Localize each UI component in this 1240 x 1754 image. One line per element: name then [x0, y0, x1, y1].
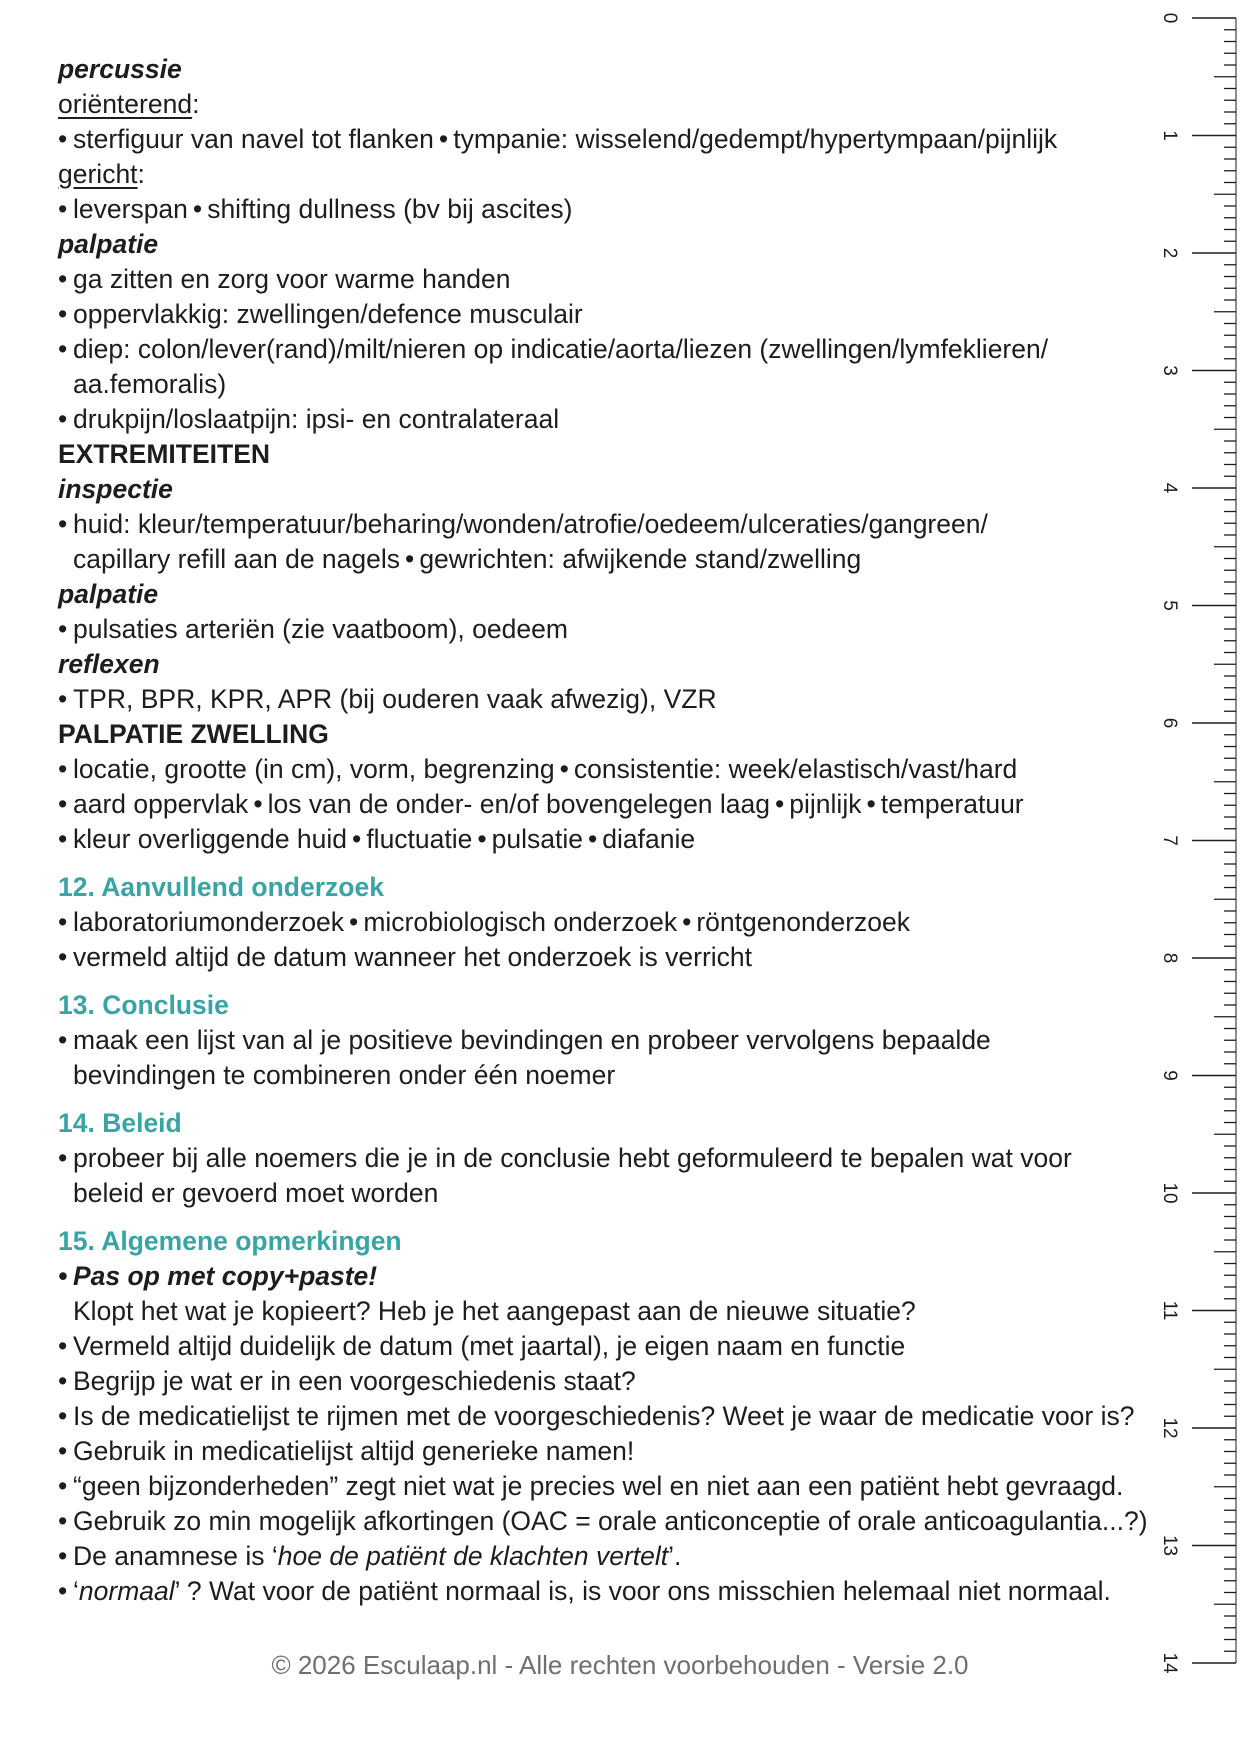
list-item: • huid: kleur/temperatuur/beharing/wonden/atrofie/oedeem/ulceraties/gangreen/ [58, 507, 1178, 542]
list-item: • oppervlakkig: zwellingen/defence musculair [58, 297, 1178, 332]
ruler [1140, 0, 1240, 1754]
list-item-warning: • Pas op met copy+paste! [58, 1259, 1178, 1294]
gericht-label: gericht: [58, 159, 145, 189]
list-item: • Vermeld altijd duidelijk de datum (met jaartal), je eigen naam en functie [58, 1329, 1178, 1364]
list-item: • ga zitten en zorg voor warme handen [58, 262, 1178, 297]
extremiteiten-heading: EXTREMITEITEN [58, 439, 271, 469]
list-item: • Gebruik in medicatielijst altijd generieke namen! [58, 1434, 1178, 1469]
ruler-label: 2 [1159, 247, 1180, 259]
list-item: • TPR, BPR, KPR, APR (bij ouderen vaak afwezig), VZR [58, 682, 1178, 717]
list-item: • aard oppervlak • los van de onder- en/of bovengelegen laag • pijnlijk • temperatuur [58, 787, 1178, 822]
ruler-label: 10 [1159, 1182, 1180, 1204]
ruler-label: 1 [1159, 130, 1180, 141]
ruler-label: 14 [1159, 1652, 1180, 1674]
extremiteiten-palpatie-heading: palpatie [58, 579, 159, 609]
section-14-title: 14. Beleid [58, 1108, 182, 1138]
list-item: • pulsaties arteriën (zie vaatboom), oedeem [58, 612, 1178, 647]
ruler-label: 8 [1159, 952, 1180, 964]
ruler-label: 13 [1159, 1534, 1180, 1557]
list-item: • De anamnese is ‘hoe de patiënt de klachten vertelt’. [58, 1539, 1178, 1574]
list-item: • locatie, grootte (in cm), vorm, begrenzing • consistentie: week/elastisch/vast/hard [58, 752, 1178, 787]
list-item: • Is de medicatielijst te rijmen met de voorgeschiedenis? Weet je waar de medicatie voor is? [58, 1399, 1178, 1434]
list-item: • ‘normaal’ ? Wat voor de patiënt normaal is, is voor ons misschien helemaal niet normaal. [58, 1574, 1178, 1609]
ruler-label: 4 [1159, 482, 1180, 494]
ruler-label: 12 [1159, 1417, 1180, 1439]
list-item: • “geen bijzonderheden” zegt niet wat je precies wel en niet aan een patiënt hebt gevraagd. [58, 1469, 1178, 1504]
ruler-label: 11 [1159, 1300, 1180, 1321]
ruler-label: 3 [1159, 365, 1180, 376]
list-item: • maak een lijst van al je positieve bevindingen en probeer vervolgens bepaalde [58, 1023, 1178, 1058]
footer-copyright: © 2026 Esculaap.nl - Alle rechten voorbehouden - Versie 2.0 [271, 1650, 969, 1680]
orienterend-line: • sterfiguur van navel tot flanken • tympanie: wisselend/gedempt/hypertympaan/pijnlijk [58, 122, 1178, 157]
list-item-continuation: Klopt het wat je kopieert? Heb je het aangepast aan de nieuwe situatie? [73, 1296, 916, 1326]
list-item-continuation: capillary refill aan de nagels • gewrichten: afwijkende stand/zwelling [73, 544, 862, 574]
list-item: • kleur overliggende huid • fluctuatie • pulsatie • diafanie [58, 822, 1178, 857]
gericht-line: • leverspan • shifting dullness (bv bij ascites) [58, 192, 1178, 227]
list-item-continuation: bevindingen te combineren onder één noemer [73, 1060, 616, 1090]
reflexen-heading: reflexen [58, 649, 160, 679]
list-item: • probeer bij alle noemers die je in de conclusie hebt geformuleerd te bepalen wat voor [58, 1141, 1178, 1176]
list-item: • laboratoriumonderzoek • microbiologisch onderzoek • röntgenonderzoek [58, 905, 1178, 940]
list-item-continuation: beleid er gevoerd moet worden [73, 1178, 439, 1208]
inspectie-heading: inspectie [58, 474, 173, 504]
list-item: • diep: colon/lever(rand)/milt/nieren op indicatie/aorta/liezen (zwellingen/lymfeklieren/ [58, 332, 1178, 367]
ruler-label: 6 [1159, 717, 1180, 729]
section-12-title: 12. Aanvullend onderzoek [58, 872, 384, 902]
percussie-heading: percussie [58, 54, 182, 84]
section-15-title: 15. Algemene opmerkingen [58, 1226, 402, 1256]
list-item: • Gebruik zo min mogelijk afkortingen (OAC = orale anticonceptie of orale anticoagulantia...?) [58, 1504, 1178, 1539]
list-item: • vermeld altijd de datum wanneer het onderzoek is verricht [58, 940, 1178, 975]
ruler-label: 9 [1159, 1070, 1180, 1081]
palpatie-zwelling-heading: PALPATIE ZWELLING [58, 719, 329, 749]
list-item: • Begrijp je wat er in een voorgeschiedenis staat? [58, 1364, 1178, 1399]
ruler-label: 7 [1159, 835, 1180, 846]
ruler-label: 0 [1159, 12, 1180, 24]
list-item: • drukpijn/loslaatpijn: ipsi- en contralateraal [58, 402, 1178, 437]
ruler-label: 5 [1159, 600, 1180, 611]
page-content [58, 52, 1178, 1609]
orienterend-label: oriënterend: [58, 89, 200, 119]
section-13-title: 13. Conclusie [58, 990, 229, 1020]
palpatie-heading: palpatie [58, 229, 159, 259]
list-item-continuation: aa.femoralis) [73, 369, 227, 399]
